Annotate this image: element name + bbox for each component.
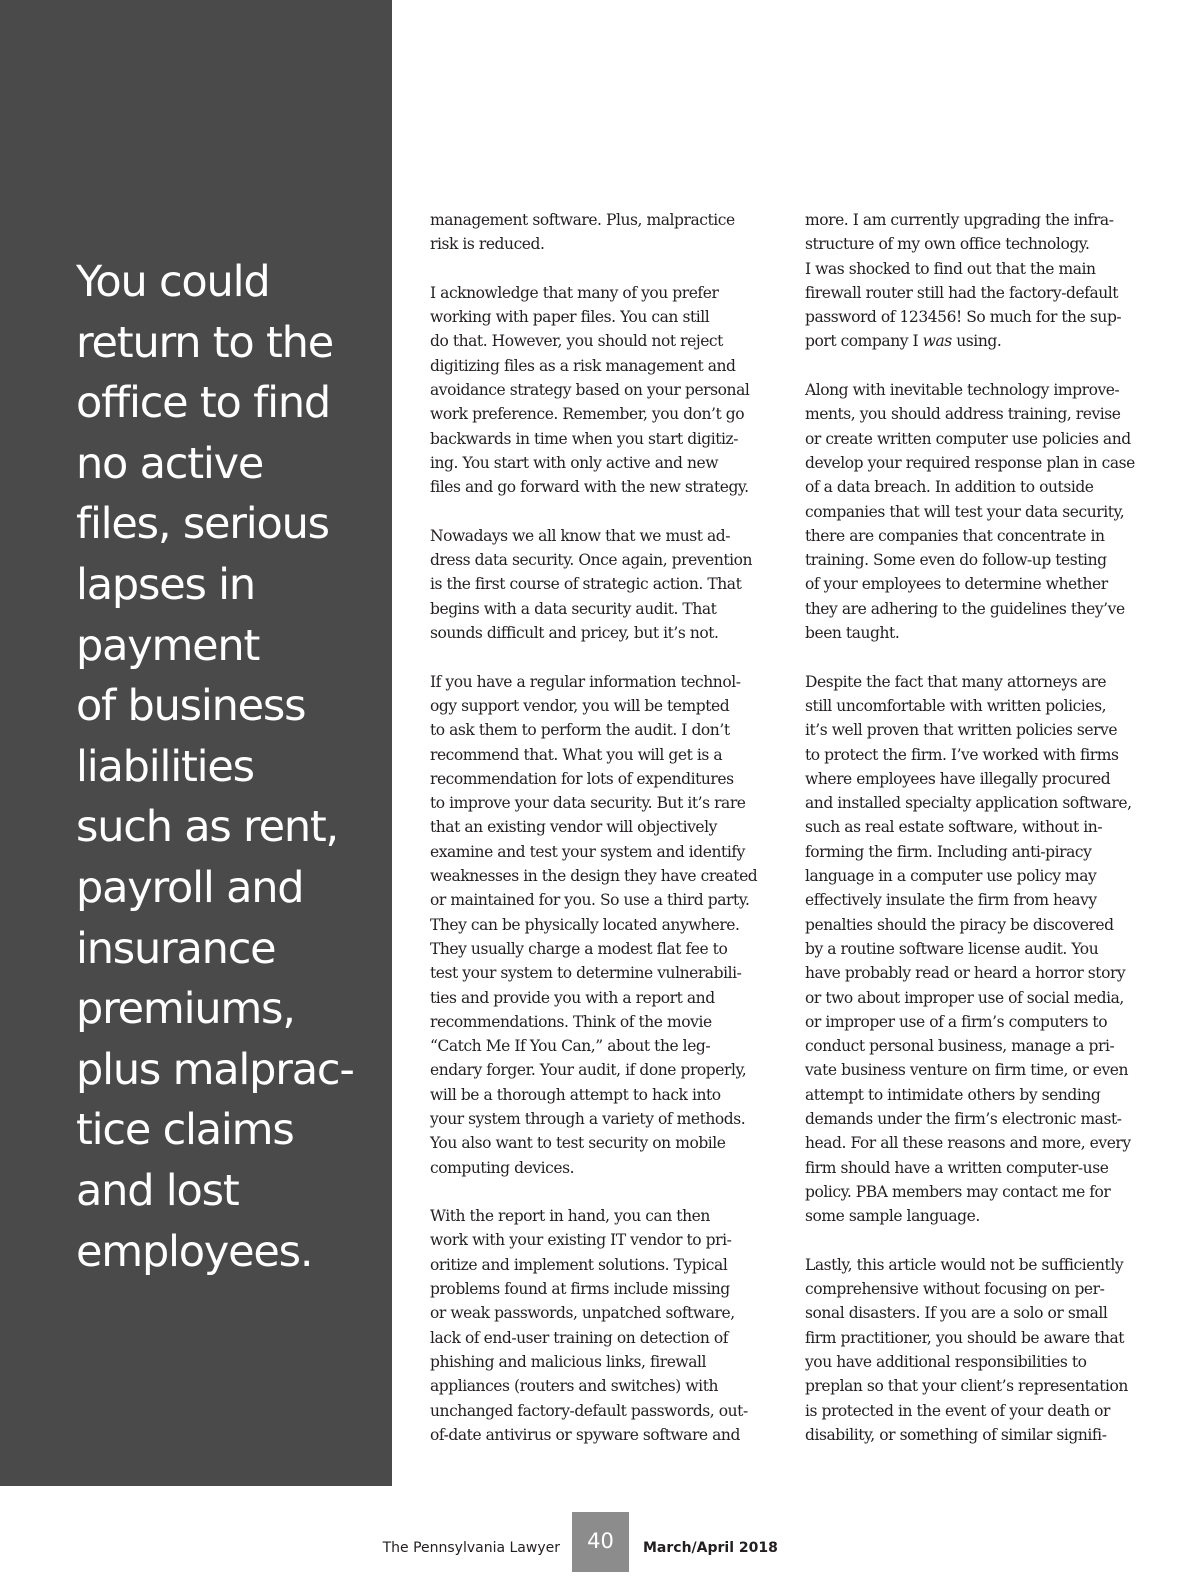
text-line: begins with a data security audit. That bbox=[430, 599, 717, 618]
text-line: risk is reduced. bbox=[430, 235, 545, 254]
text-line: If you have a regular information technol- bbox=[430, 672, 741, 691]
pullquote-line: office to find bbox=[76, 378, 330, 429]
text-line: head. For all these reasons and more, every bbox=[805, 1134, 1131, 1153]
text-line: to improve your data security. But it’s rare bbox=[430, 794, 746, 813]
text-line: they are adhering to the guidelines they’ve bbox=[805, 599, 1125, 618]
text-line: structure of my own office technology. bbox=[805, 235, 1090, 254]
text-line: companies that will test your data security, bbox=[805, 502, 1125, 521]
page-footer bbox=[0, 1512, 1200, 1572]
publication-name: The Pennsylvania Lawyer bbox=[382, 1540, 560, 1556]
text-line: unchanged factory-default passwords, out- bbox=[430, 1401, 748, 1420]
text-line: firm practitioner, you should be aware that bbox=[805, 1328, 1125, 1347]
text-line: endary forger. Your audit, if done properly, bbox=[430, 1061, 747, 1080]
pullquote-line: payment bbox=[76, 620, 260, 671]
text-line: attempt to intimidate others by sending bbox=[805, 1085, 1101, 1104]
text-line: ments, you should address training, revise bbox=[805, 405, 1121, 424]
text-line: penalties should the piracy be discovered bbox=[805, 915, 1114, 934]
paragraph bbox=[805, 378, 1150, 645]
pullquote-line: of business bbox=[76, 681, 306, 732]
text-line: recommendations. Think of the movie bbox=[430, 1012, 712, 1031]
text-line: management software. Plus, malpractice bbox=[430, 211, 735, 229]
text-line: dress data security. Once again, prevention bbox=[430, 551, 753, 570]
text-line: have probably read or heard a horror story bbox=[805, 964, 1126, 983]
text-line: policy. PBA members may contact me for bbox=[805, 1182, 1111, 1201]
text-line: Lastly, this article would not be sufficiently bbox=[805, 1255, 1124, 1274]
text-line: I acknowledge that many of you prefer bbox=[430, 283, 719, 302]
text-line: that an existing vendor will objectively bbox=[430, 818, 717, 837]
text-line: work with your existing IT vendor to pri- bbox=[430, 1231, 732, 1250]
text-line: computing devices. bbox=[430, 1158, 575, 1177]
article-column-2 bbox=[805, 208, 1150, 1471]
text-line: of a data breach. In addition to outside bbox=[805, 478, 1094, 497]
text-line: recommendation for lots of expenditures bbox=[430, 769, 734, 788]
text-line: where employees have illegally procured bbox=[805, 769, 1111, 788]
page-number: 40 bbox=[572, 1512, 629, 1572]
text-line: work preference. Remember, you don’t go bbox=[430, 405, 745, 424]
text-line: by a routine software license audit. You bbox=[805, 939, 1099, 958]
text-line: such as real estate software, without in- bbox=[805, 818, 1103, 837]
paragraph bbox=[430, 208, 775, 257]
pullquote-line: files, serious bbox=[76, 499, 329, 550]
text-line: or improper use of a firm’s computers to bbox=[805, 1012, 1108, 1031]
text-line: more. I am currently upgrading the infra- bbox=[805, 211, 1114, 229]
text-line: to protect the firm. I’ve worked with firms bbox=[805, 745, 1119, 764]
text-line: examine and test your system and identify bbox=[430, 842, 745, 861]
text-line: password of 123456! So much for the sup- bbox=[805, 308, 1122, 327]
text-line: will be a thorough attempt to hack into bbox=[430, 1085, 721, 1104]
text-line: Nowadays we all know that we must ad- bbox=[430, 526, 731, 545]
text-line: comprehensive without focusing on per- bbox=[805, 1280, 1105, 1299]
pullquote-line: tice claims bbox=[76, 1105, 294, 1156]
text-line: oritize and implement solutions. Typical bbox=[430, 1255, 728, 1274]
text-line: training. Some even do follow-up testing bbox=[805, 551, 1107, 570]
text-line: ing. You start with only active and new bbox=[430, 453, 719, 472]
text-line: some sample language. bbox=[805, 1207, 980, 1226]
text-line: sonal disasters. If you are a solo or small bbox=[805, 1304, 1108, 1323]
text-line: “Catch Me If You Can,” about the leg- bbox=[430, 1037, 711, 1056]
pullquote-line: payroll and bbox=[76, 862, 304, 913]
text-line: or create written computer use policies and bbox=[805, 429, 1131, 448]
text-line: do that. However, you should not reject bbox=[430, 332, 723, 351]
text-line: develop your required response plan in case bbox=[805, 453, 1135, 472]
text-line: phishing and malicious links, firewall bbox=[430, 1352, 707, 1371]
text-line: backwards in time when you start digitiz- bbox=[430, 429, 739, 448]
text-line: digitizing files as a risk management and bbox=[430, 356, 736, 375]
article-column-1 bbox=[430, 208, 775, 1471]
pullquote-sidebar bbox=[0, 0, 392, 1486]
text-line: firewall router still had the factory-default bbox=[805, 283, 1119, 302]
paragraph bbox=[430, 670, 775, 1180]
pullquote-line: liabilities bbox=[76, 741, 254, 792]
text-line: test your system to determine vulnerabili- bbox=[430, 964, 742, 983]
text-line: there are companies that concentrate in bbox=[805, 526, 1105, 545]
text-line: disability, or something of similar signifi- bbox=[805, 1425, 1107, 1444]
text-line: avoidance strategy based on your personal bbox=[430, 381, 750, 400]
text-line: or two about improper use of social media, bbox=[805, 988, 1124, 1007]
text-line: I was shocked to find out that the main bbox=[805, 259, 1096, 278]
pullquote-line: premiums, bbox=[76, 984, 295, 1035]
text-line: weaknesses in the design they have created bbox=[430, 867, 758, 886]
pullquote-line: plus malprac- bbox=[76, 1044, 354, 1095]
pullquote-line: and lost bbox=[76, 1165, 239, 1216]
paragraph bbox=[805, 1253, 1150, 1447]
text-line: and installed specialty application software, bbox=[805, 794, 1132, 813]
pullquote bbox=[76, 252, 376, 1282]
pullquote-line: such as rent, bbox=[76, 802, 339, 853]
text-line: you have additional responsibilities to bbox=[805, 1352, 1087, 1371]
text-line: is the first course of strategic action. That bbox=[430, 575, 742, 594]
text-line: lack of end-user training on detection of bbox=[430, 1328, 729, 1347]
text-line: recommend that. What you will get is a bbox=[430, 745, 723, 764]
text-line: conduct personal business, manage a pri- bbox=[805, 1037, 1115, 1056]
pullquote-line: no active bbox=[76, 438, 264, 489]
pullquote-line: employees. bbox=[76, 1226, 313, 1277]
text-line: problems found at firms include missing bbox=[430, 1280, 730, 1299]
text-line: ties and provide you with a report and bbox=[430, 988, 715, 1007]
text-line: forming the firm. Including anti-piracy bbox=[805, 842, 1092, 861]
text-line: ogy support vendor, you will be tempted bbox=[430, 696, 730, 715]
text-line: of-date antivirus or spyware software and bbox=[430, 1425, 740, 1444]
text-line: vate business venture on firm time, or even bbox=[805, 1061, 1129, 1080]
text-line: port company I was using. bbox=[805, 332, 1002, 351]
text-line: They can be physically located anywhere. bbox=[430, 915, 740, 934]
text-line: it’s well proven that written policies serve bbox=[805, 721, 1118, 740]
text-line: With the report in hand, you can then bbox=[430, 1207, 710, 1226]
text-line: They usually charge a modest flat fee to bbox=[430, 939, 728, 958]
text-line: or maintained for you. So use a third party. bbox=[430, 891, 750, 910]
pullquote-line: You could bbox=[76, 257, 270, 307]
text-line: You also want to test security on mobile bbox=[430, 1134, 726, 1153]
text-line: or weak passwords, unpatched software, bbox=[430, 1304, 735, 1323]
paragraph bbox=[430, 281, 775, 500]
text-line: preplan so that your client’s representation bbox=[805, 1377, 1128, 1396]
text-line: working with paper files. You can still bbox=[430, 308, 710, 327]
paragraph bbox=[430, 1204, 775, 1447]
text-line: demands under the firm’s electronic mast- bbox=[805, 1109, 1122, 1128]
paragraph bbox=[805, 670, 1150, 1229]
issue-date: March/April 2018 bbox=[643, 1540, 778, 1556]
text-line: files and go forward with the new strategy. bbox=[430, 478, 749, 497]
paragraph bbox=[430, 524, 775, 645]
text-line: been taught. bbox=[805, 624, 900, 643]
pullquote-line: insurance bbox=[76, 923, 276, 974]
pullquote-line: lapses in bbox=[76, 559, 255, 610]
paragraph bbox=[805, 208, 1150, 354]
text-line: sounds difficult and pricey, but it’s not. bbox=[430, 624, 719, 643]
text-line: to ask them to perform the audit. I don’t bbox=[430, 721, 730, 740]
text-line: your system through a variety of methods. bbox=[430, 1109, 746, 1128]
text-line: firm should have a written computer-use bbox=[805, 1158, 1109, 1177]
text-line: Along with inevitable technology improve- bbox=[805, 381, 1120, 400]
text-line: still uncomfortable with written policies, bbox=[805, 696, 1107, 715]
pullquote-line: return to the bbox=[76, 317, 333, 368]
text-line: language in a computer use policy may bbox=[805, 867, 1097, 886]
text-line: appliances (routers and switches) with bbox=[430, 1377, 719, 1396]
text-line: is protected in the event of your death or bbox=[805, 1401, 1110, 1420]
text-line: Despite the fact that many attorneys are bbox=[805, 672, 1107, 691]
text-line: of your employees to determine whether bbox=[805, 575, 1108, 594]
text-line: effectively insulate the firm from heavy bbox=[805, 891, 1097, 910]
